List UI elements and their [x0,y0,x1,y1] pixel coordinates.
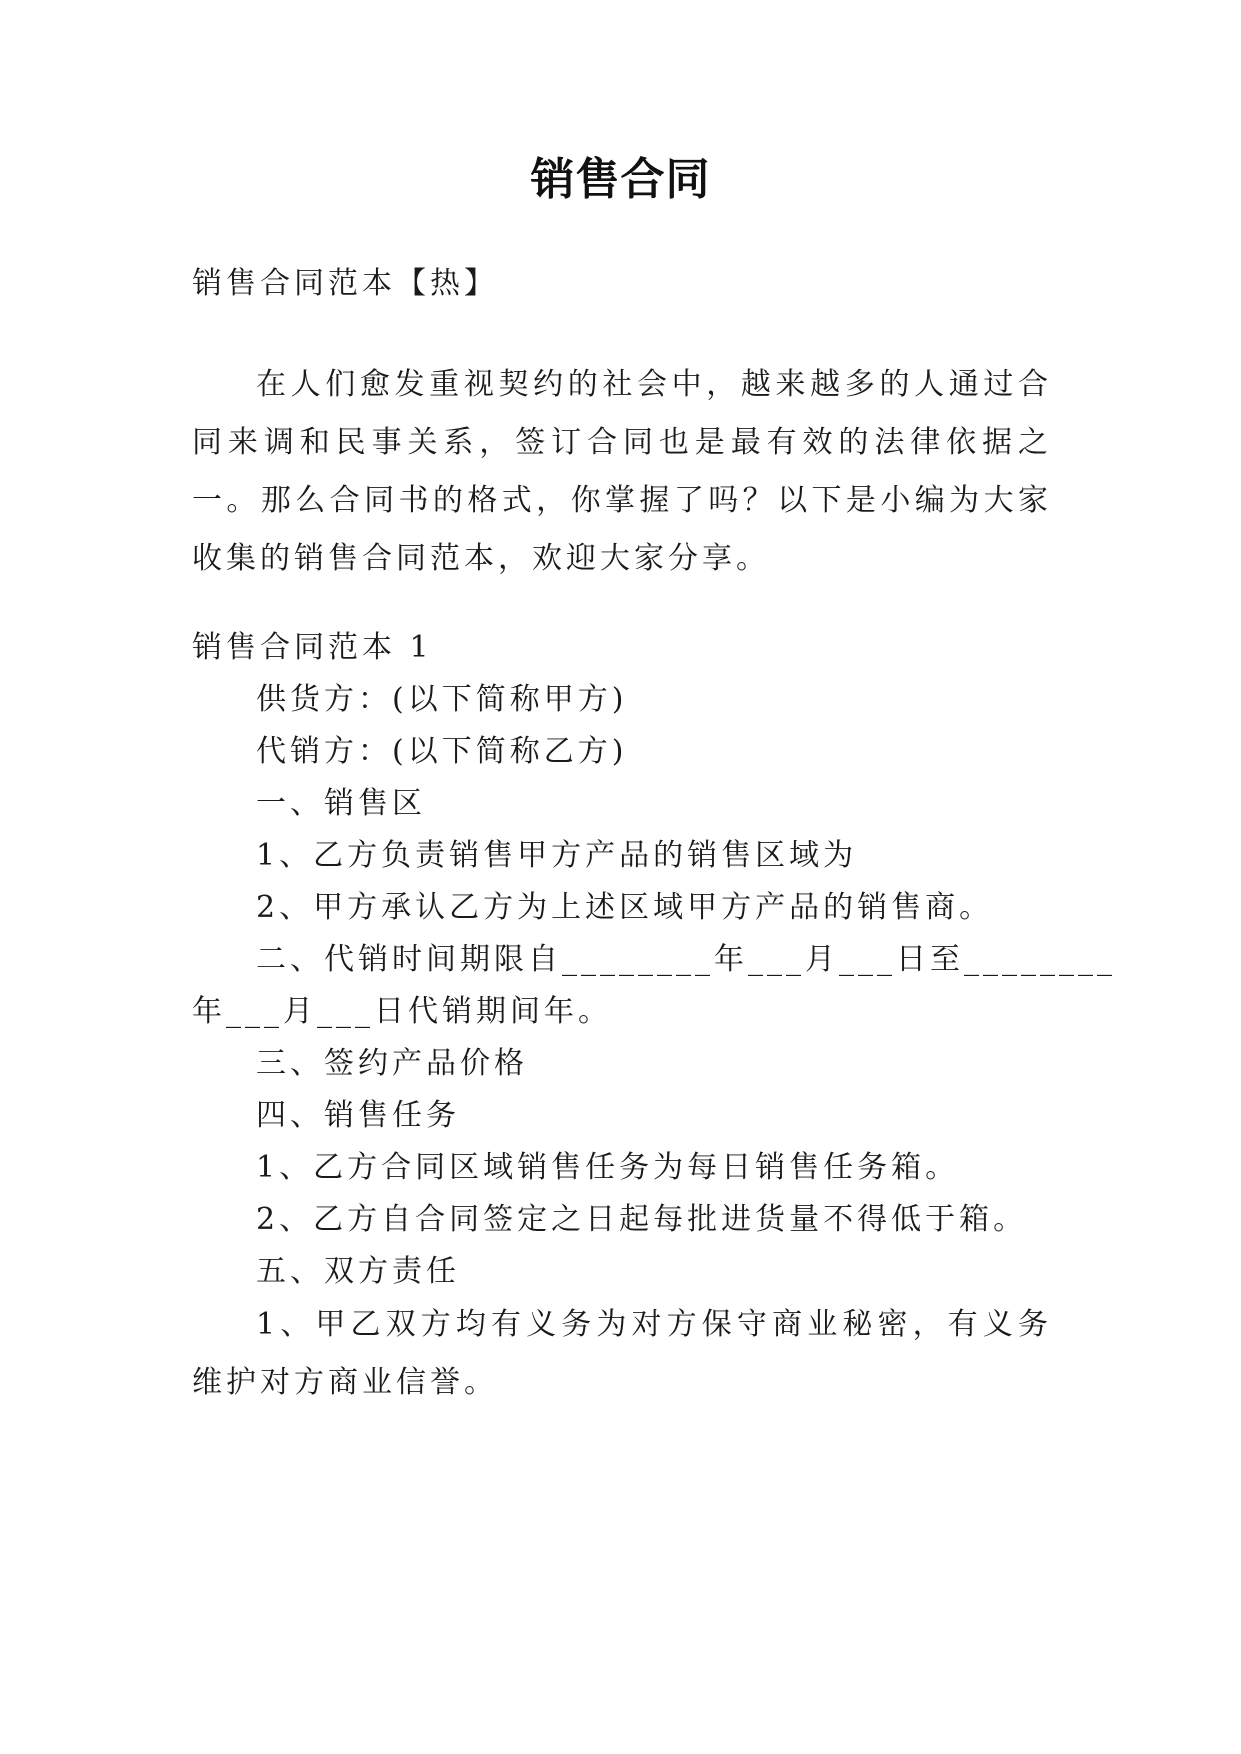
clause-5-title: 五、双方责任 [256,1254,460,1289]
clause-4-item-2: 2、乙方自合同签定之日起每批进货量不得低于箱。 [256,1202,1028,1237]
clause-1-title: 一、销售区 [256,786,426,821]
document-subtitle: 销售合同范本【热】 [192,266,498,301]
clause-4-item-1: 1、乙方合同区域销售任务为每日销售任务箱。 [256,1150,960,1185]
clause-2-line-2: 年___月___日代销期间年。 [192,994,612,1029]
clause-1-item-2: 2、甲方承认乙方为上述区域甲方产品的销售商。 [256,890,994,925]
section-heading: 销售合同范本 1 [192,630,433,665]
supplier-line: 供货方：(以下简称甲方) [256,682,628,717]
clause-5-item-1: 1、甲乙双方均有义务为对方保守商业秘密，有义务维护对方商业信誉。 [192,1307,1052,1400]
clause-3-title: 三、签约产品价格 [256,1046,528,1081]
intro-paragraph: 在人们愈发重视契约的社会中，越来越多的人通过合同来调和民事关系，签订合同也是最有效的法律依据之一。那么合同书的格式，你掌握了吗？以下是小编为大家收集的销售合同范本，欢迎大家分享。 [192,367,1052,576]
agent-line: 代销方：(以下简称乙方) [256,734,628,769]
clause-2-line-1: 二、代销时间期限自________年___月___日至________ [256,942,1116,977]
clause-4-title: 四、销售任务 [256,1098,460,1133]
clause-1-item-1: 1、乙方负责销售甲方产品的销售区域为 [256,838,858,873]
document-title: 销售合同 [530,154,711,205]
